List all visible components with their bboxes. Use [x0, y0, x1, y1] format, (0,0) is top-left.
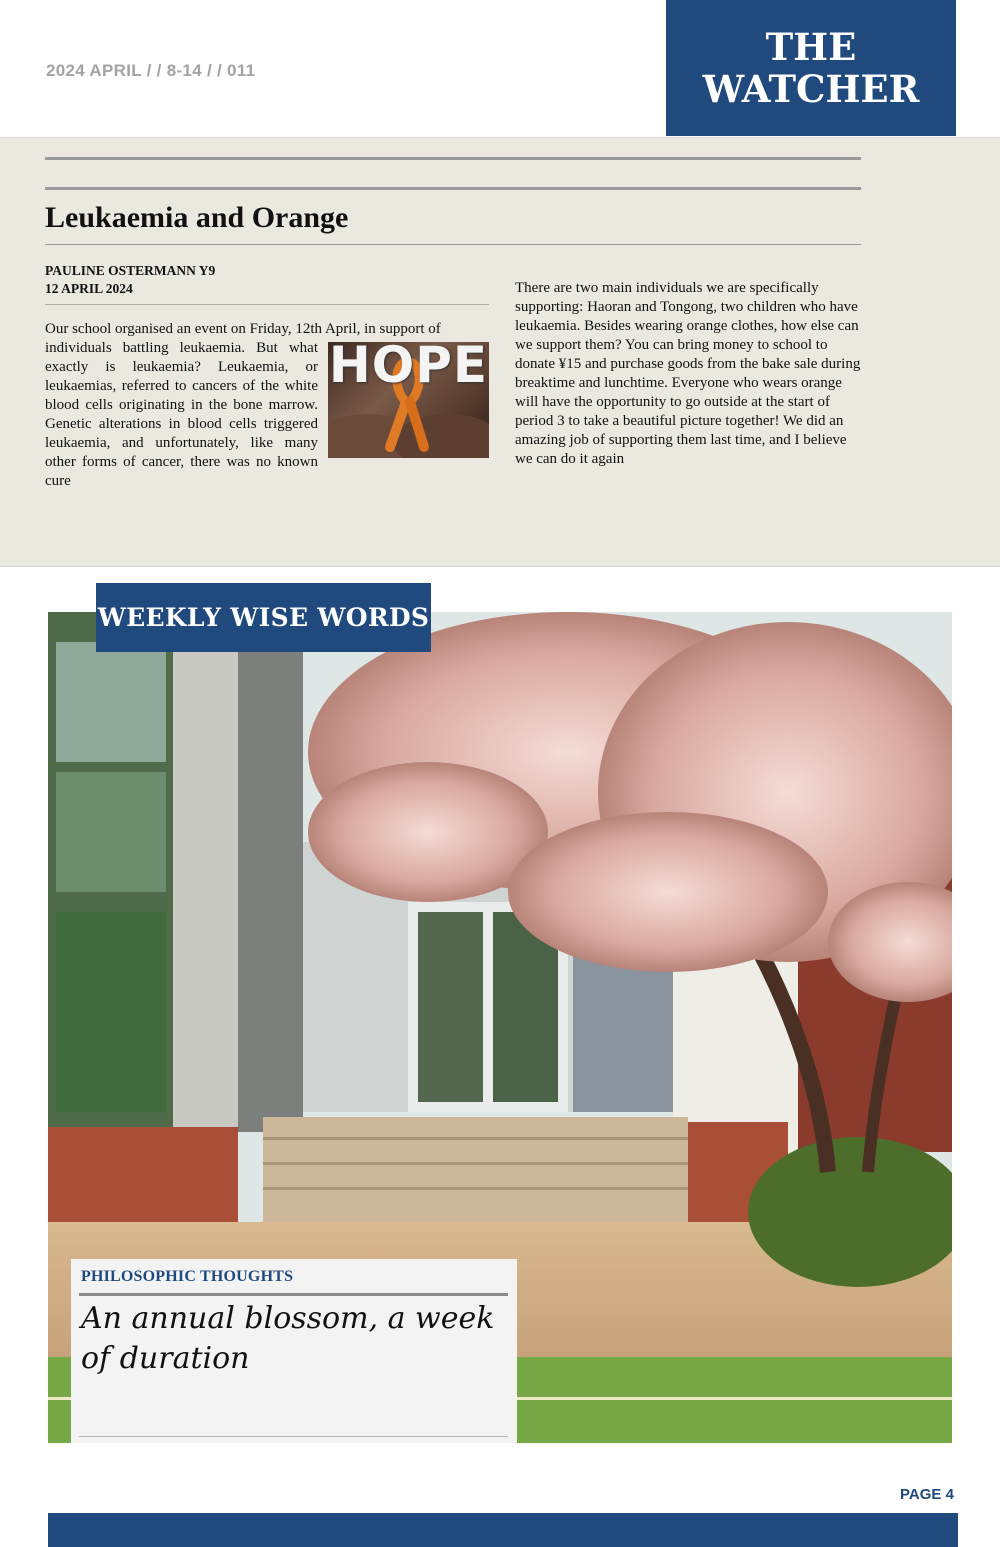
footer-bar	[48, 1513, 958, 1547]
article-body-left: individuals battling leukaemia. But what exactly is leukaemia? Leukaemia, or leukaemias, referred to cancers of the white blood cells originating in the bone marrow. Genetic alterations in blood cells triggered leukaemia, and unfortunately, like many other forms of cancer, there was no known cure	[45, 340, 318, 489]
thoughts-label: PHILOSOPHIC THOUGHTS	[81, 1268, 294, 1285]
byline	[45, 262, 215, 298]
article-body-right: There are two main individuals we are specifically supporting: Haoran and Tongong, two children who have leukaemia. Besides wearing orange clothes, how else can we support them? You can bring money to school to donate ¥15 and purchase goods from the bake sale during breaktime and lunchtime. Everyone who wears orange will have the opportunity to go outside at the start of period 3 to take a beautiful picture together! We did an amazing job of supporting them last time, and I believe we can do it again	[515, 280, 861, 467]
philosophic-thoughts-box	[71, 1259, 517, 1443]
article-date: 12 APRIL 2024	[45, 281, 133, 296]
section-title-box: WEEKLY WISE WORDS	[96, 583, 431, 652]
headline-divider	[45, 187, 861, 190]
masthead-line-1: THE	[765, 25, 857, 69]
masthead-line-2: WATCHER	[702, 67, 920, 111]
thoughts-bottom-rule	[79, 1436, 508, 1437]
page-number: PAGE 4	[900, 1486, 954, 1503]
byline-divider	[45, 304, 489, 305]
thoughts-divider	[79, 1293, 508, 1296]
thoughts-title: An annual blossom, a week of duration	[81, 1301, 495, 1376]
top-divider	[45, 157, 861, 160]
issue-date-line: 2024 APRIL / / 8-14 / / 011	[46, 61, 256, 80]
article-headline: Leukaemia and Orange	[45, 201, 349, 234]
masthead	[666, 0, 956, 136]
article-column-left	[45, 320, 489, 491]
hope-word: HOPE	[328, 342, 489, 394]
author-name: PAULINE OSTERMANN Y9	[45, 263, 216, 278]
hope-ribbon-image	[328, 342, 489, 458]
article-intro: Our school organised an event on Friday, 12th April, in support of	[45, 321, 441, 337]
headline-underline	[45, 244, 861, 245]
